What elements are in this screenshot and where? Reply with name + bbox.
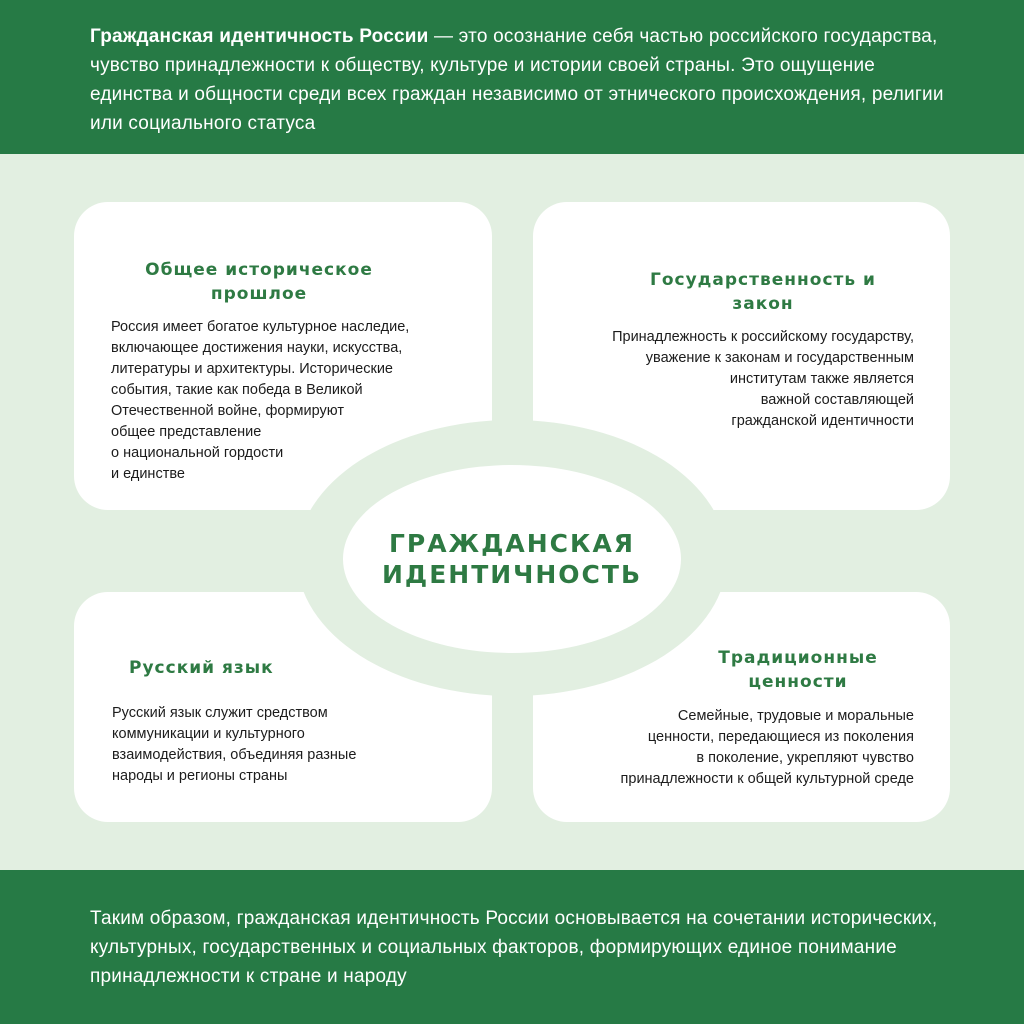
intro-banner: [0, 0, 1024, 154]
card-text-line: в поколение, укрепляют чувство: [696, 750, 914, 766]
card-text-line: о национальной гордости: [111, 445, 284, 461]
card-text-line: коммуникации и культурного: [112, 726, 305, 742]
card-text: [621, 706, 914, 790]
card-text-line: литературы и архитектуры. Исторические: [111, 361, 393, 377]
conclusion-banner: [0, 870, 1024, 1024]
intro-paragraph: [90, 22, 950, 138]
card-text-line: уважение к законам и государственным: [645, 350, 914, 366]
center-title-line: ГРАЖДАНСКАЯ: [388, 529, 636, 558]
card-text-line: включающее достижения науки, искусства,: [111, 340, 403, 356]
card-text-line: Семейные, трудовые и моральные: [677, 708, 914, 724]
card-text-line: Принадлежность к российскому государству,: [612, 329, 914, 345]
center-title: [343, 528, 681, 590]
conclusion-paragraph: Таким образом, гражданская идентичность России основывается на сочетании исторических, культурных, государственных и социальных факторов, формирующих единое понимание принадлежности к стране и народу: [90, 908, 938, 987]
card-text-line: и единстве: [111, 466, 185, 482]
card-text-line: принадлежности к общей культурной среде: [620, 771, 914, 787]
card-title: Традиционные ценности: [718, 648, 878, 692]
card-text-line: Россия имеет богатое культурное наследие,: [111, 319, 410, 335]
card-text-line: общее представление: [111, 424, 262, 440]
card-text-line: народы и регионы страны: [112, 768, 288, 784]
card-text-line: события, такие как победа в Великой: [111, 382, 363, 398]
card-text-line: Русский язык служит средством: [112, 705, 328, 721]
card-text: [612, 327, 914, 432]
card-text: [112, 703, 356, 787]
intro-definition: — это осознание себя частью российского государства, чувство принадлежности к обществу, культуре и истории своей страны. Это ощущение единства и общности среди всех граждан независимо от этнического происхождения, религии или социального статуса: [90, 26, 944, 134]
card-text-line: институтам также является: [729, 371, 914, 387]
card-text-line: Отечественной войне, формируют: [111, 403, 344, 419]
card-text-line: взаимодействия, объединяя разные: [112, 747, 357, 763]
center-hub: [343, 465, 681, 653]
card-text-line: ценности, передающиеся из поколения: [647, 729, 914, 745]
center-title-line: ИДЕНТИЧНОСТЬ: [382, 560, 642, 589]
intro-term: Гражданская идентичность России: [90, 26, 429, 47]
card-text-line: важной составляющей: [760, 392, 914, 408]
card-text-line: гражданской идентичности: [731, 413, 914, 429]
card-title: Русский язык: [129, 658, 274, 678]
card-title: Государственность и закон: [650, 270, 876, 314]
card-title: Общее историческое прошлое: [145, 260, 373, 304]
